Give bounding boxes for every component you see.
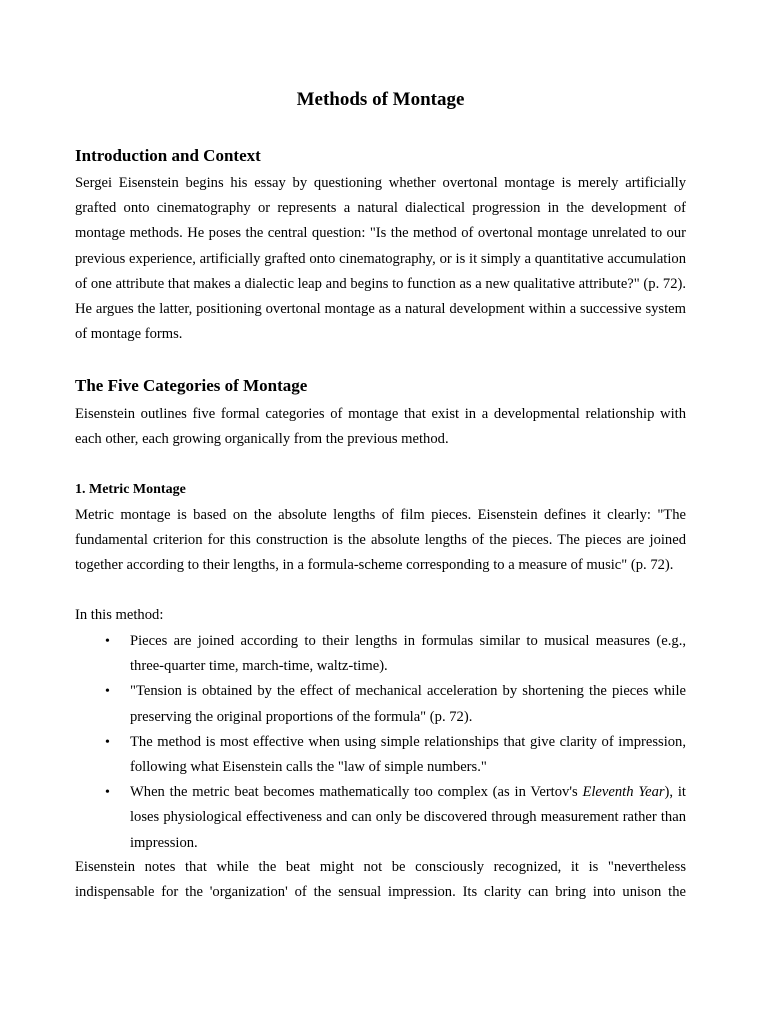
bullet-icon: • (105, 684, 110, 700)
list-item-text-part: When the metric beat becomes mathematically too complex (as in Vertov's (130, 784, 583, 801)
film-title: Eleventh Year (582, 784, 665, 801)
metric-bullet-list (75, 629, 686, 856)
bullet-icon: • (105, 634, 110, 649)
bullet-icon: • (105, 734, 110, 750)
list-item-text: "Tension is obtained by the effect of mechanical acceleration by shortening the pieces while preserving the original proportions of the formula" (p. 72). (130, 683, 686, 725)
list-item (75, 730, 686, 780)
list-item-text: Pieces are joined according to their lengths in formulas similar to musical measures (e.g., three-quarter time, march-time, waltz-time). (130, 633, 686, 675)
list-item (75, 780, 686, 856)
metric-lead-in: In this method: (75, 607, 164, 623)
subsection-heading-metric-montage: 1. Metric Montage (75, 482, 186, 497)
metric-paragraph: Metric montage is based on the absolute lengths of film pieces. Eisenstein defines it clearly: "The fundamental criterion for this construction is the absolute lengths of the pieces. The pieces are joined together according to their lengths, in a formula-scheme corresponding to a measure of music" (p. 72). (75, 507, 686, 574)
bullet-icon: • (105, 785, 110, 801)
list-item-text-part: ), it loses physiological effectiveness and can only be discovered through measurement rather than impression. (130, 784, 686, 851)
page-title: Methods of Montage (296, 89, 465, 110)
list-item (75, 629, 686, 679)
list-item-text: The method is most effective when using simple relationships that give clarity of impression, following what Eisenstein calls the "law of simple numbers." (130, 733, 686, 776)
categories-paragraph: Eisenstein outlines five formal categories of montage that exist in a developmental relationship with each other, each growing organically from the previous method. (75, 406, 686, 448)
metric-closing-paragraph: Eisenstein notes that while the beat might not be consciously recognized, it is "nevertheless indispensable for the 'organization' of the sensual impression. Its clarity can bring into unison the (75, 859, 686, 901)
section-heading-five-categories: The Five Categories of Montage (75, 376, 308, 395)
list-item (75, 679, 686, 729)
section-heading-introduction: Introduction and Context (75, 146, 261, 165)
intro-paragraph: Sergei Eisenstein begins his essay by questioning whether overtonal montage is merely artificially grafted onto cinematography or represents a natural dialectical progression in the development of montage methods. He poses the central question: "Is the method of overtonal montage unrelated to our previous experience, artificially grafted onto cinematography, or is it simply a quantitative accumulation of one attribute that makes a dialectic leap and begins to function as a new qualitative attribute?" (p. 72). He argues the latter, positioning overtonal montage as a natural development within a successive system of montage forms. (75, 175, 686, 343)
